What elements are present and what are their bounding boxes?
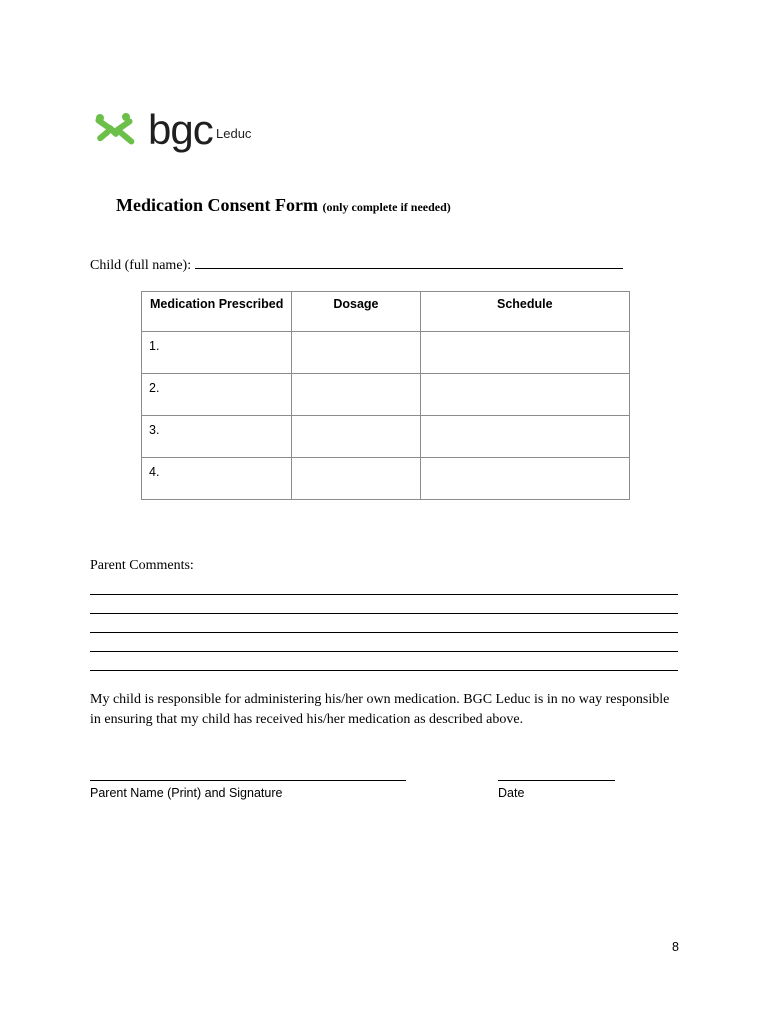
form-title-note: (only complete if needed) bbox=[322, 200, 451, 214]
child-name-label: Child (full name): bbox=[90, 258, 192, 273]
schedule-cell[interactable] bbox=[420, 458, 629, 500]
schedule-cell[interactable] bbox=[420, 332, 629, 374]
comment-line[interactable] bbox=[90, 651, 678, 652]
comment-line[interactable] bbox=[90, 613, 678, 614]
parent-comments-label: Parent Comments: bbox=[90, 558, 194, 573]
comment-line[interactable] bbox=[90, 594, 678, 595]
signature-label: Parent Name (Print) and Signature bbox=[90, 786, 283, 800]
medication-cell[interactable]: 4. bbox=[142, 458, 292, 500]
table-row bbox=[142, 458, 630, 500]
logo-wordmark: bgc bbox=[148, 106, 213, 153]
table-header-row bbox=[142, 292, 630, 332]
page-number: 8 bbox=[672, 940, 679, 954]
bgc-logo bbox=[92, 108, 272, 160]
comment-line[interactable] bbox=[90, 632, 678, 633]
comment-line[interactable] bbox=[90, 670, 678, 671]
signature-line[interactable] bbox=[90, 780, 406, 781]
form-title-main: Medication Consent Form bbox=[116, 195, 318, 215]
table-row bbox=[142, 374, 630, 416]
date-line[interactable] bbox=[498, 780, 615, 781]
dosage-cell[interactable] bbox=[292, 458, 420, 500]
medication-cell[interactable]: 3. bbox=[142, 416, 292, 458]
header-dosage: Dosage bbox=[292, 292, 420, 332]
child-name-line[interactable] bbox=[195, 256, 623, 269]
table-row bbox=[142, 416, 630, 458]
medication-table bbox=[141, 291, 630, 500]
schedule-cell[interactable] bbox=[420, 416, 629, 458]
schedule-cell[interactable] bbox=[420, 374, 629, 416]
medication-cell[interactable]: 2. bbox=[142, 374, 292, 416]
date-label: Date bbox=[498, 786, 525, 800]
dosage-cell[interactable] bbox=[292, 332, 420, 374]
dosage-cell[interactable] bbox=[292, 416, 420, 458]
responsibility-statement: My child is responsible for administering his/her own medication. BGC Leduc is in no way responsible in ensuring that my child has received his/her medication as described above. bbox=[90, 692, 670, 727]
bgc-figures-icon bbox=[92, 112, 144, 152]
dosage-cell[interactable] bbox=[292, 374, 420, 416]
child-name-field[interactable] bbox=[90, 256, 623, 274]
logo-location: Leduc bbox=[216, 126, 252, 141]
header-schedule: Schedule bbox=[420, 292, 629, 332]
form-title bbox=[116, 195, 451, 216]
table-row bbox=[142, 332, 630, 374]
medication-cell[interactable]: 1. bbox=[142, 332, 292, 374]
header-medication: Medication Prescribed bbox=[142, 292, 292, 332]
